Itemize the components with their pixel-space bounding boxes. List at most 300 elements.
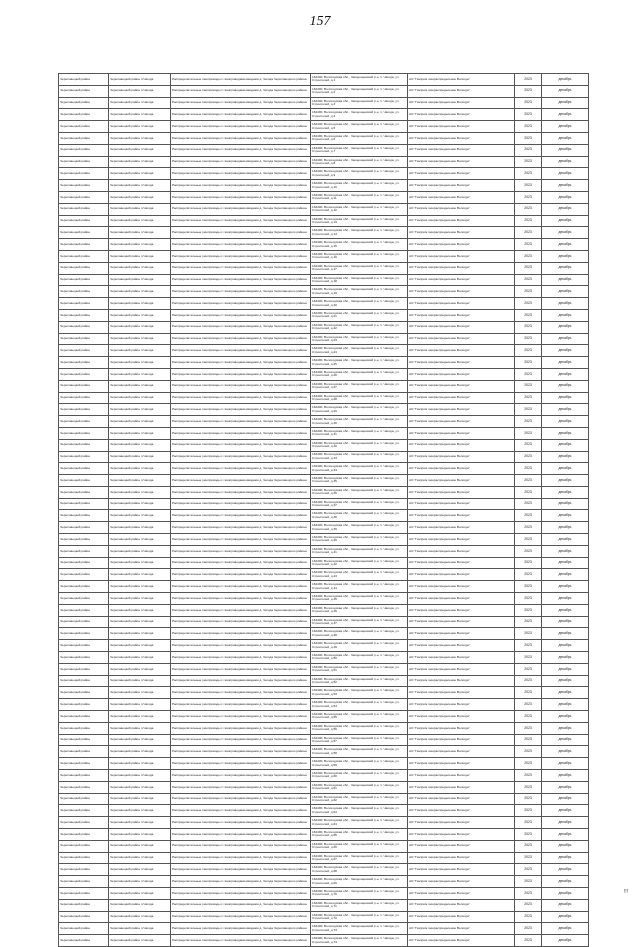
works-cell: Распределительные газопроводы с газопроводами-вводами д. Чагода Череповецкого района (171, 439, 311, 451)
year-cell: 2023 (515, 522, 542, 534)
settlement-cell: Череповецкий район п.Чагода (109, 486, 171, 498)
organization-cell: АО "Газпром газораспределение Вологда" (408, 793, 515, 805)
works-cell: Распределительные газопроводы с газопроводами-вводами д. Чагода Череповецкого района (171, 604, 311, 616)
organization-cell: АО "Газпром газораспределение Вологда" (408, 522, 515, 534)
year-cell: 2023 (515, 593, 542, 605)
address-cell: 162400, Вологодская обл., Чагодощенский р-н, п. Чагода, ул. Строителей, д.44 (311, 581, 408, 593)
works-cell: Распределительные газопроводы с газопроводами-вводами д. Чагода Череповецкого района (171, 85, 311, 97)
table-row (59, 191, 589, 203)
settlement-cell: Череповецкий район п.Чагода (109, 156, 171, 168)
works-cell: Распределительные газопроводы с газопроводами-вводами д. Чагода Череповецкого района (171, 132, 311, 144)
district-cell: Череповецкий район (59, 132, 109, 144)
works-cell: Распределительные газопроводы с газопроводами-вводами д. Чагода Череповецкого района (171, 144, 311, 156)
year-cell: 2023 (515, 534, 542, 546)
district-cell: Череповецкий район (59, 250, 109, 262)
year-cell: 2023 (515, 793, 542, 805)
year-cell: 2023 (515, 758, 542, 770)
works-cell: Распределительные газопроводы с газопроводами-вводами д. Чагода Череповецкого района (171, 109, 311, 121)
district-cell: Череповецкий район (59, 286, 109, 298)
organization-cell: АО "Газпром газораспределение Вологда" (408, 85, 515, 97)
settlement-cell: Череповецкий район п.Чагода (109, 451, 171, 463)
works-cell: Распределительные газопроводы с газопроводами-вводами д. Чагода Череповецкого района (171, 250, 311, 262)
settlement-cell: Череповецкий район п.Чагода (109, 298, 171, 310)
district-cell: Череповецкий район (59, 321, 109, 333)
organization-cell: АО "Газпром газораспределение Вологда" (408, 97, 515, 109)
district-cell: Череповецкий район (59, 109, 109, 121)
district-cell: Череповецкий район (59, 274, 109, 286)
month-cell: декабрь (542, 758, 589, 770)
month-cell: декабрь (542, 581, 589, 593)
works-cell: Распределительные газопроводы с газопроводами-вводами д. Чагода Череповецкого района (171, 758, 311, 770)
month-cell: декабрь (542, 923, 589, 935)
year-cell: 2023 (515, 475, 542, 487)
settlement-cell: Череповецкий район п.Чагода (109, 74, 171, 86)
table-row (59, 829, 589, 841)
settlement-cell: Череповецкий район п.Чагода (109, 569, 171, 581)
table-row (59, 144, 589, 156)
table-row (59, 864, 589, 876)
district-cell: Череповецкий район (59, 876, 109, 888)
address-cell: 162400, Вологодская обл., Чагодощенский р-н, п. Чагода, ул. Строителей, д.4 (311, 109, 408, 121)
address-cell: 162400, Вологодская обл., Чагодощенский р-н, п. Чагода, ул. Строителей, д.13 (311, 215, 408, 227)
month-cell: декабрь (542, 357, 589, 369)
table-row (59, 85, 589, 97)
month-cell: декабрь (542, 439, 589, 451)
year-cell: 2023 (515, 640, 542, 652)
organization-cell: АО "Газпром газораспределение Вологда" (408, 463, 515, 475)
works-cell: Распределительные газопроводы с газопроводами-вводами д. Чагода Череповецкого района (171, 239, 311, 251)
district-cell: Череповецкий район (59, 498, 109, 510)
table-row (59, 911, 589, 923)
settlement-cell: Череповецкий район п.Чагода (109, 864, 171, 876)
works-cell: Распределительные газопроводы с газопроводами-вводами д. Чагода Череповецкого района (171, 357, 311, 369)
organization-cell: АО "Газпром газораспределение Вологда" (408, 652, 515, 664)
table-row (59, 793, 589, 805)
organization-cell: АО "Газпром газораспределение Вологда" (408, 593, 515, 605)
table-row (59, 333, 589, 345)
settlement-cell: Череповецкий район п.Чагода (109, 109, 171, 121)
district-cell: Череповецкий район (59, 156, 109, 168)
page-footer-mark: !!! (623, 889, 628, 895)
month-cell: декабрь (542, 321, 589, 333)
settlement-cell: Череповецкий район п.Чагода (109, 427, 171, 439)
month-cell: декабрь (542, 569, 589, 581)
district-cell: Череповецкий район (59, 534, 109, 546)
settlement-cell: Череповецкий район п.Чагода (109, 640, 171, 652)
organization-cell: АО "Газпром газораспределение Вологда" (408, 569, 515, 581)
organization-cell: АО "Газпром газораспределение Вологда" (408, 557, 515, 569)
works-cell: Распределительные газопроводы с газопроводами-вводами д. Чагода Череповецкого района (171, 640, 311, 652)
month-cell: декабрь (542, 911, 589, 923)
address-cell: 162400, Вологодская обл., Чагодощенский р-н, п. Чагода, ул. Строителей, д.59 (311, 758, 408, 770)
month-cell: декабрь (542, 534, 589, 546)
address-cell: 162400, Вологодская обл., Чагодощенский р-н, п. Чагода, ул. Строителей, д.19 (311, 286, 408, 298)
district-cell: Череповецкий район (59, 427, 109, 439)
settlement-cell: Череповецкий район п.Чагода (109, 404, 171, 416)
district-cell: Череповецкий район (59, 392, 109, 404)
month-cell: декабрь (542, 840, 589, 852)
district-cell: Череповецкий район (59, 581, 109, 593)
settlement-cell: Череповецкий район п.Чагода (109, 522, 171, 534)
year-cell: 2023 (515, 616, 542, 628)
district-cell: Череповецкий район (59, 180, 109, 192)
month-cell: декабрь (542, 711, 589, 723)
settlement-cell: Череповецкий район п.Чагода (109, 380, 171, 392)
settlement-cell: Череповецкий район п.Чагода (109, 887, 171, 899)
works-cell: Распределительные газопроводы с газопроводами-вводами д. Чагода Череповецкого района (171, 156, 311, 168)
address-cell: 162400, Вологодская обл., Чагодощенский р-н, п. Чагода, ул. Строителей, д.27 (311, 380, 408, 392)
settlement-cell: Череповецкий район п.Чагода (109, 333, 171, 345)
settlement-cell: Череповецкий район п.Чагода (109, 180, 171, 192)
address-cell: 162400, Вологодская обл., Чагодощенский р-н, п. Чагода, ул. Строителей, д.17 (311, 262, 408, 274)
works-cell: Распределительные газопроводы с газопроводами-вводами д. Чагода Череповецкого района (171, 321, 311, 333)
table-row (59, 368, 589, 380)
month-cell: декабрь (542, 616, 589, 628)
table-row (59, 380, 589, 392)
organization-cell: АО "Газпром газораспределение Вологда" (408, 734, 515, 746)
organization-cell: АО "Газпром газораспределение Вологда" (408, 545, 515, 557)
settlement-cell: Череповецкий район п.Чагода (109, 770, 171, 782)
month-cell: декабрь (542, 604, 589, 616)
address-cell: 162400, Вологодская обл., Чагодощенский р-н, п. Чагода, ул. Строителей, д.32 (311, 439, 408, 451)
address-cell: 162400, Вологодская обл., Чагодощенский р-н, п. Чагода, ул. Строителей, д.39 (311, 522, 408, 534)
address-cell: 162400, Вологодская обл., Чагодощенский р-н, п. Чагода, ул. Строителей, д.5 (311, 121, 408, 133)
works-cell: Распределительные газопроводы с газопроводами-вводами д. Чагода Череповецкого района (171, 416, 311, 428)
month-cell: декабрь (542, 74, 589, 86)
works-cell: Распределительные газопроводы с газопроводами-вводами д. Чагода Череповецкого района (171, 298, 311, 310)
year-cell: 2023 (515, 121, 542, 133)
year-cell: 2023 (515, 416, 542, 428)
table-row (59, 132, 589, 144)
month-cell: декабрь (542, 486, 589, 498)
settlement-cell: Череповецкий район п.Чагода (109, 687, 171, 699)
address-cell: 162400, Вологодская обл., Чагодощенский р-н, п. Чагода, ул. Строителей, д.11 (311, 191, 408, 203)
settlement-cell: Череповецкий район п.Чагода (109, 392, 171, 404)
address-cell: 162400, Вологодская обл., Чагодощенский р-н, п. Чагода, ул. Строителей, д.33 (311, 451, 408, 463)
works-cell: Распределительные газопроводы с газопроводами-вводами д. Чагода Череповецкого района (171, 687, 311, 699)
page-number: 157 (309, 14, 331, 29)
organization-cell: АО "Газпром газораспределение Вологда" (408, 581, 515, 593)
year-cell: 2023 (515, 227, 542, 239)
month-cell: декабрь (542, 109, 589, 121)
district-cell: Череповецкий район (59, 899, 109, 911)
year-cell: 2023 (515, 156, 542, 168)
table-row (59, 699, 589, 711)
month-cell: декабрь (542, 180, 589, 192)
month-cell: декабрь (542, 392, 589, 404)
table-row (59, 722, 589, 734)
table-row (59, 628, 589, 640)
address-cell: 162400, Вологодская обл., Чагодощенский р-н, п. Чагода, ул. Строителей, д.51 (311, 663, 408, 675)
year-cell: 2023 (515, 545, 542, 557)
settlement-cell: Череповецкий район п.Чагода (109, 345, 171, 357)
district-cell: Череповецкий район (59, 628, 109, 640)
year-cell: 2023 (515, 628, 542, 640)
year-cell: 2023 (515, 345, 542, 357)
organization-cell: АО "Газпром газораспределение Вологда" (408, 604, 515, 616)
table-row (59, 203, 589, 215)
organization-cell: АО "Газпром газораспределение Вологда" (408, 191, 515, 203)
address-cell: 162400, Вологодская обл., Чагодощенский р-н, п. Чагода, ул. Строителей, д.31 (311, 427, 408, 439)
year-cell: 2023 (515, 746, 542, 758)
address-cell: 162400, Вологодская обл., Чагодощенский р-н, п. Чагода, ул. Строителей, д.18 (311, 274, 408, 286)
settlement-cell: Череповецкий район п.Чагода (109, 215, 171, 227)
works-cell: Распределительные газопроводы с газопроводами-вводами д. Чагода Череповецкого района (171, 486, 311, 498)
address-cell: 162400, Вологодская обл., Чагодощенский р-н, п. Чагода, ул. Строителей, д.67 (311, 852, 408, 864)
district-cell: Череповецкий район (59, 416, 109, 428)
settlement-cell: Череповецкий район п.Чагода (109, 734, 171, 746)
month-cell: декабрь (542, 250, 589, 262)
table-row (59, 522, 589, 534)
table-row (59, 227, 589, 239)
settlement-cell: Череповецкий район п.Чагода (109, 239, 171, 251)
organization-cell: АО "Газпром газораспределение Вологда" (408, 899, 515, 911)
month-cell: декабрь (542, 215, 589, 227)
works-cell: Распределительные газопроводы с газопроводами-вводами д. Чагода Череповецкого района (171, 887, 311, 899)
address-cell: 162400, Вологодская обл., Чагодощенский р-н, п. Чагода, ул. Строителей, д.71 (311, 899, 408, 911)
month-cell: декабрь (542, 475, 589, 487)
table-row (59, 345, 589, 357)
table-body (59, 74, 589, 947)
month-cell: декабрь (542, 829, 589, 841)
organization-cell: АО "Газпром газораспределение Вологда" (408, 427, 515, 439)
month-cell: декабрь (542, 522, 589, 534)
organization-cell: АО "Газпром газораспределение Вологда" (408, 274, 515, 286)
works-cell: Распределительные газопроводы с газопроводами-вводами д. Чагода Череповецкого района (171, 463, 311, 475)
table-row (59, 392, 589, 404)
district-cell: Череповецкий район (59, 239, 109, 251)
district-cell: Череповецкий район (59, 852, 109, 864)
table-row (59, 121, 589, 133)
year-cell: 2023 (515, 109, 542, 121)
address-cell: 162400, Вологодская обл., Чагодощенский р-н, п. Чагода, ул. Строителей, д.1 (311, 74, 408, 86)
organization-cell: АО "Газпром газораспределение Вологда" (408, 333, 515, 345)
month-cell: декабрь (542, 191, 589, 203)
works-cell: Распределительные газопроводы с газопроводами-вводами д. Чагода Череповецкого района (171, 274, 311, 286)
district-cell: Череповецкий район (59, 616, 109, 628)
address-cell: 162400, Вологодская обл., Чагодощенский р-н, п. Чагода, ул. Строителей, д.35 (311, 475, 408, 487)
address-cell: 162400, Вологодская обл., Чагодощенский р-н, п. Чагода, ул. Строителей, д.61 (311, 781, 408, 793)
month-cell: декабрь (542, 852, 589, 864)
organization-cell: АО "Газпром газораспределение Вологда" (408, 935, 515, 947)
works-cell: Распределительные газопроводы с газопроводами-вводами д. Чагода Череповецкого района (171, 876, 311, 888)
month-cell: декабрь (542, 498, 589, 510)
works-cell: Распределительные газопроводы с газопроводами-вводами д. Чагода Череповецкого района (171, 770, 311, 782)
year-cell: 2023 (515, 699, 542, 711)
year-cell: 2023 (515, 840, 542, 852)
district-cell: Череповецкий район (59, 734, 109, 746)
month-cell: декабрь (542, 168, 589, 180)
address-cell: 162400, Вологодская обл., Чагодощенский р-н, п. Чагода, ул. Строителей, д.43 (311, 569, 408, 581)
organization-cell: АО "Газпром газораспределение Вологда" (408, 864, 515, 876)
settlement-cell: Череповецкий район п.Чагода (109, 876, 171, 888)
organization-cell: АО "Газпром газораспределение Вологда" (408, 616, 515, 628)
district-cell: Череповецкий район (59, 215, 109, 227)
organization-cell: АО "Газпром газораспределение Вологда" (408, 298, 515, 310)
organization-cell: АО "Газпром газораспределение Вологда" (408, 805, 515, 817)
works-cell: Распределительные газопроводы с газопроводами-вводами д. Чагода Череповецкого района (171, 923, 311, 935)
works-cell: Распределительные газопроводы с газопроводами-вводами д. Чагода Череповецкого района (171, 793, 311, 805)
table-row (59, 781, 589, 793)
organization-cell: АО "Газпром газораспределение Вологда" (408, 675, 515, 687)
table-row (59, 97, 589, 109)
table-row (59, 923, 589, 935)
district-cell: Череповецкий район (59, 333, 109, 345)
month-cell: декабрь (542, 463, 589, 475)
year-cell: 2023 (515, 74, 542, 86)
month-cell: декабрь (542, 545, 589, 557)
table-row (59, 545, 589, 557)
address-cell: 162400, Вологодская обл., Чагодощенский р-н, п. Чагода, ул. Строителей, д.48 (311, 628, 408, 640)
address-cell: 162400, Вологодская обл., Чагодощенский р-н, п. Чагода, ул. Строителей, д.54 (311, 699, 408, 711)
year-cell: 2023 (515, 604, 542, 616)
works-cell: Распределительные газопроводы с газопроводами-вводами д. Чагода Череповецкого района (171, 722, 311, 734)
organization-cell: АО "Газпром газораспределение Вологда" (408, 168, 515, 180)
works-cell: Распределительные газопроводы с газопроводами-вводами д. Чагода Череповецкого района (171, 191, 311, 203)
year-cell: 2023 (515, 380, 542, 392)
month-cell: декабрь (542, 510, 589, 522)
year-cell: 2023 (515, 427, 542, 439)
table-row (59, 321, 589, 333)
organization-cell: АО "Газпром газораспределение Вологда" (408, 840, 515, 852)
month-cell: декабрь (542, 286, 589, 298)
district-cell: Череповецкий район (59, 463, 109, 475)
address-cell: 162400, Вологодская обл., Чагодощенский р-н, п. Чагода, ул. Строителей, д.65 (311, 829, 408, 841)
table-row (59, 557, 589, 569)
year-cell: 2023 (515, 876, 542, 888)
year-cell: 2023 (515, 864, 542, 876)
month-cell: декабрь (542, 132, 589, 144)
organization-cell: АО "Газпром газораспределение Вологда" (408, 699, 515, 711)
district-cell: Череповецкий район (59, 829, 109, 841)
settlement-cell: Череповецкий район п.Чагода (109, 711, 171, 723)
table-row (59, 652, 589, 664)
table-row (59, 416, 589, 428)
year-cell: 2023 (515, 203, 542, 215)
works-cell: Распределительные газопроводы с газопроводами-вводами д. Чагода Череповецкого района (171, 616, 311, 628)
address-cell: 162400, Вологодская обл., Чагодощенский р-н, п. Чагода, ул. Строителей, д.41 (311, 545, 408, 557)
district-cell: Череповецкий район (59, 486, 109, 498)
settlement-cell: Череповецкий район п.Чагода (109, 463, 171, 475)
settlement-cell: Череповецкий район п.Чагода (109, 85, 171, 97)
organization-cell: АО "Газпром газораспределение Вологда" (408, 74, 515, 86)
address-cell: 162400, Вологодская обл., Чагодощенский р-н, п. Чагода, ул. Строителей, д.73 (311, 923, 408, 935)
district-cell: Череповецкий район (59, 380, 109, 392)
organization-cell: АО "Газпром газораспределение Вологда" (408, 852, 515, 864)
organization-cell: АО "Газпром газораспределение Вологда" (408, 250, 515, 262)
district-cell: Череповецкий район (59, 309, 109, 321)
works-cell: Распределительные газопроводы с газопроводами-вводами д. Чагода Череповецкого района (171, 545, 311, 557)
table-row (59, 675, 589, 687)
settlement-cell: Череповецкий район п.Чагода (109, 498, 171, 510)
works-cell: Распределительные газопроводы с газопроводами-вводами д. Чагода Череповецкого района (171, 534, 311, 546)
month-cell: декабрь (542, 416, 589, 428)
table-row (59, 663, 589, 675)
district-cell: Череповецкий район (59, 758, 109, 770)
settlement-cell: Череповецкий район п.Чагода (109, 758, 171, 770)
table-row (59, 309, 589, 321)
settlement-cell: Череповецкий район п.Чагода (109, 604, 171, 616)
settlement-cell: Череповецкий район п.Чагода (109, 321, 171, 333)
year-cell: 2023 (515, 439, 542, 451)
table-row (59, 475, 589, 487)
district-cell: Череповецкий район (59, 451, 109, 463)
table-row (59, 852, 589, 864)
year-cell: 2023 (515, 144, 542, 156)
table-row (59, 451, 589, 463)
organization-cell: АО "Газпром газораспределение Вологда" (408, 876, 515, 888)
year-cell: 2023 (515, 829, 542, 841)
settlement-cell: Череповецкий район п.Чагода (109, 144, 171, 156)
table-row (59, 805, 589, 817)
table-row (59, 935, 589, 947)
year-cell: 2023 (515, 923, 542, 935)
table-row (59, 298, 589, 310)
address-cell: 162400, Вологодская обл., Чагодощенский р-н, п. Чагода, ул. Строителей, д.69 (311, 876, 408, 888)
year-cell: 2023 (515, 368, 542, 380)
settlement-cell: Череповецкий район п.Чагода (109, 593, 171, 605)
year-cell: 2023 (515, 262, 542, 274)
address-cell: 162400, Вологодская обл., Чагодощенский р-н, п. Чагода, ул. Строителей, д.9 (311, 168, 408, 180)
settlement-cell: Череповецкий район п.Чагода (109, 121, 171, 133)
year-cell: 2023 (515, 215, 542, 227)
month-cell: декабрь (542, 239, 589, 251)
works-cell: Распределительные газопроводы с газопроводами-вводами д. Чагода Череповецкого района (171, 652, 311, 664)
organization-cell: АО "Газпром газораспределение Вологда" (408, 770, 515, 782)
organization-cell: АО "Газпром газораспределение Вологда" (408, 215, 515, 227)
district-cell: Череповецкий район (59, 663, 109, 675)
works-cell: Распределительные газопроводы с газопроводами-вводами д. Чагода Череповецкого района (171, 734, 311, 746)
address-cell: 162400, Вологодская обл., Чагодощенский р-н, п. Чагода, ул. Строителей, д.49 (311, 640, 408, 652)
address-cell: 162400, Вологодская обл., Чагодощенский р-н, п. Чагода, ул. Строителей, д.14 (311, 227, 408, 239)
works-cell: Распределительные газопроводы с газопроводами-вводами д. Чагода Череповецкого района (171, 203, 311, 215)
table-row (59, 758, 589, 770)
organization-cell: АО "Газпром газораспределение Вологда" (408, 498, 515, 510)
address-cell: 162400, Вологодская обл., Чагодощенский р-н, п. Чагода, ул. Строителей, д.8 (311, 156, 408, 168)
organization-cell: АО "Газпром газораспределение Вологда" (408, 628, 515, 640)
settlement-cell: Череповецкий район п.Чагода (109, 722, 171, 734)
year-cell: 2023 (515, 852, 542, 864)
year-cell: 2023 (515, 168, 542, 180)
works-cell: Распределительные газопроводы с газопроводами-вводами д. Чагода Череповецкого района (171, 227, 311, 239)
district-cell: Череповецкий район (59, 85, 109, 97)
district-cell: Череповецкий район (59, 545, 109, 557)
table-row (59, 427, 589, 439)
year-cell: 2023 (515, 675, 542, 687)
works-cell: Распределительные газопроводы с газопроводами-вводами д. Чагода Череповецкого района (171, 427, 311, 439)
address-cell: 162400, Вологодская обл., Чагодощенский р-н, п. Чагода, ул. Строителей, д.20 (311, 298, 408, 310)
organization-cell: АО "Газпром газораспределение Вологда" (408, 203, 515, 215)
works-cell: Распределительные газопроводы с газопроводами-вводами д. Чагода Череповецкого района (171, 864, 311, 876)
settlement-cell: Череповецкий район п.Чагода (109, 935, 171, 947)
works-cell: Распределительные газопроводы с газопроводами-вводами д. Чагода Череповецкого района (171, 121, 311, 133)
district-cell: Череповецкий район (59, 805, 109, 817)
month-cell: декабрь (542, 274, 589, 286)
table-row (59, 439, 589, 451)
year-cell: 2023 (515, 85, 542, 97)
year-cell: 2023 (515, 899, 542, 911)
organization-cell: АО "Газпром газораспределение Вологда" (408, 687, 515, 699)
year-cell: 2023 (515, 463, 542, 475)
address-cell: 162400, Вологодская обл., Чагодощенский р-н, п. Чагода, ул. Строителей, д.7 (311, 144, 408, 156)
works-cell: Распределительные газопроводы с газопроводами-вводами д. Чагода Череповецкого района (171, 286, 311, 298)
year-cell: 2023 (515, 569, 542, 581)
year-cell: 2023 (515, 722, 542, 734)
address-cell: 162400, Вологодская обл., Чагодощенский р-н, п. Чагода, ул. Строителей, д.58 (311, 746, 408, 758)
district-cell: Череповецкий район (59, 640, 109, 652)
address-cell: 162400, Вологодская обл., Чагодощенский р-н, п. Чагода, ул. Строителей, д.55 (311, 711, 408, 723)
settlement-cell: Череповецкий район п.Чагода (109, 557, 171, 569)
